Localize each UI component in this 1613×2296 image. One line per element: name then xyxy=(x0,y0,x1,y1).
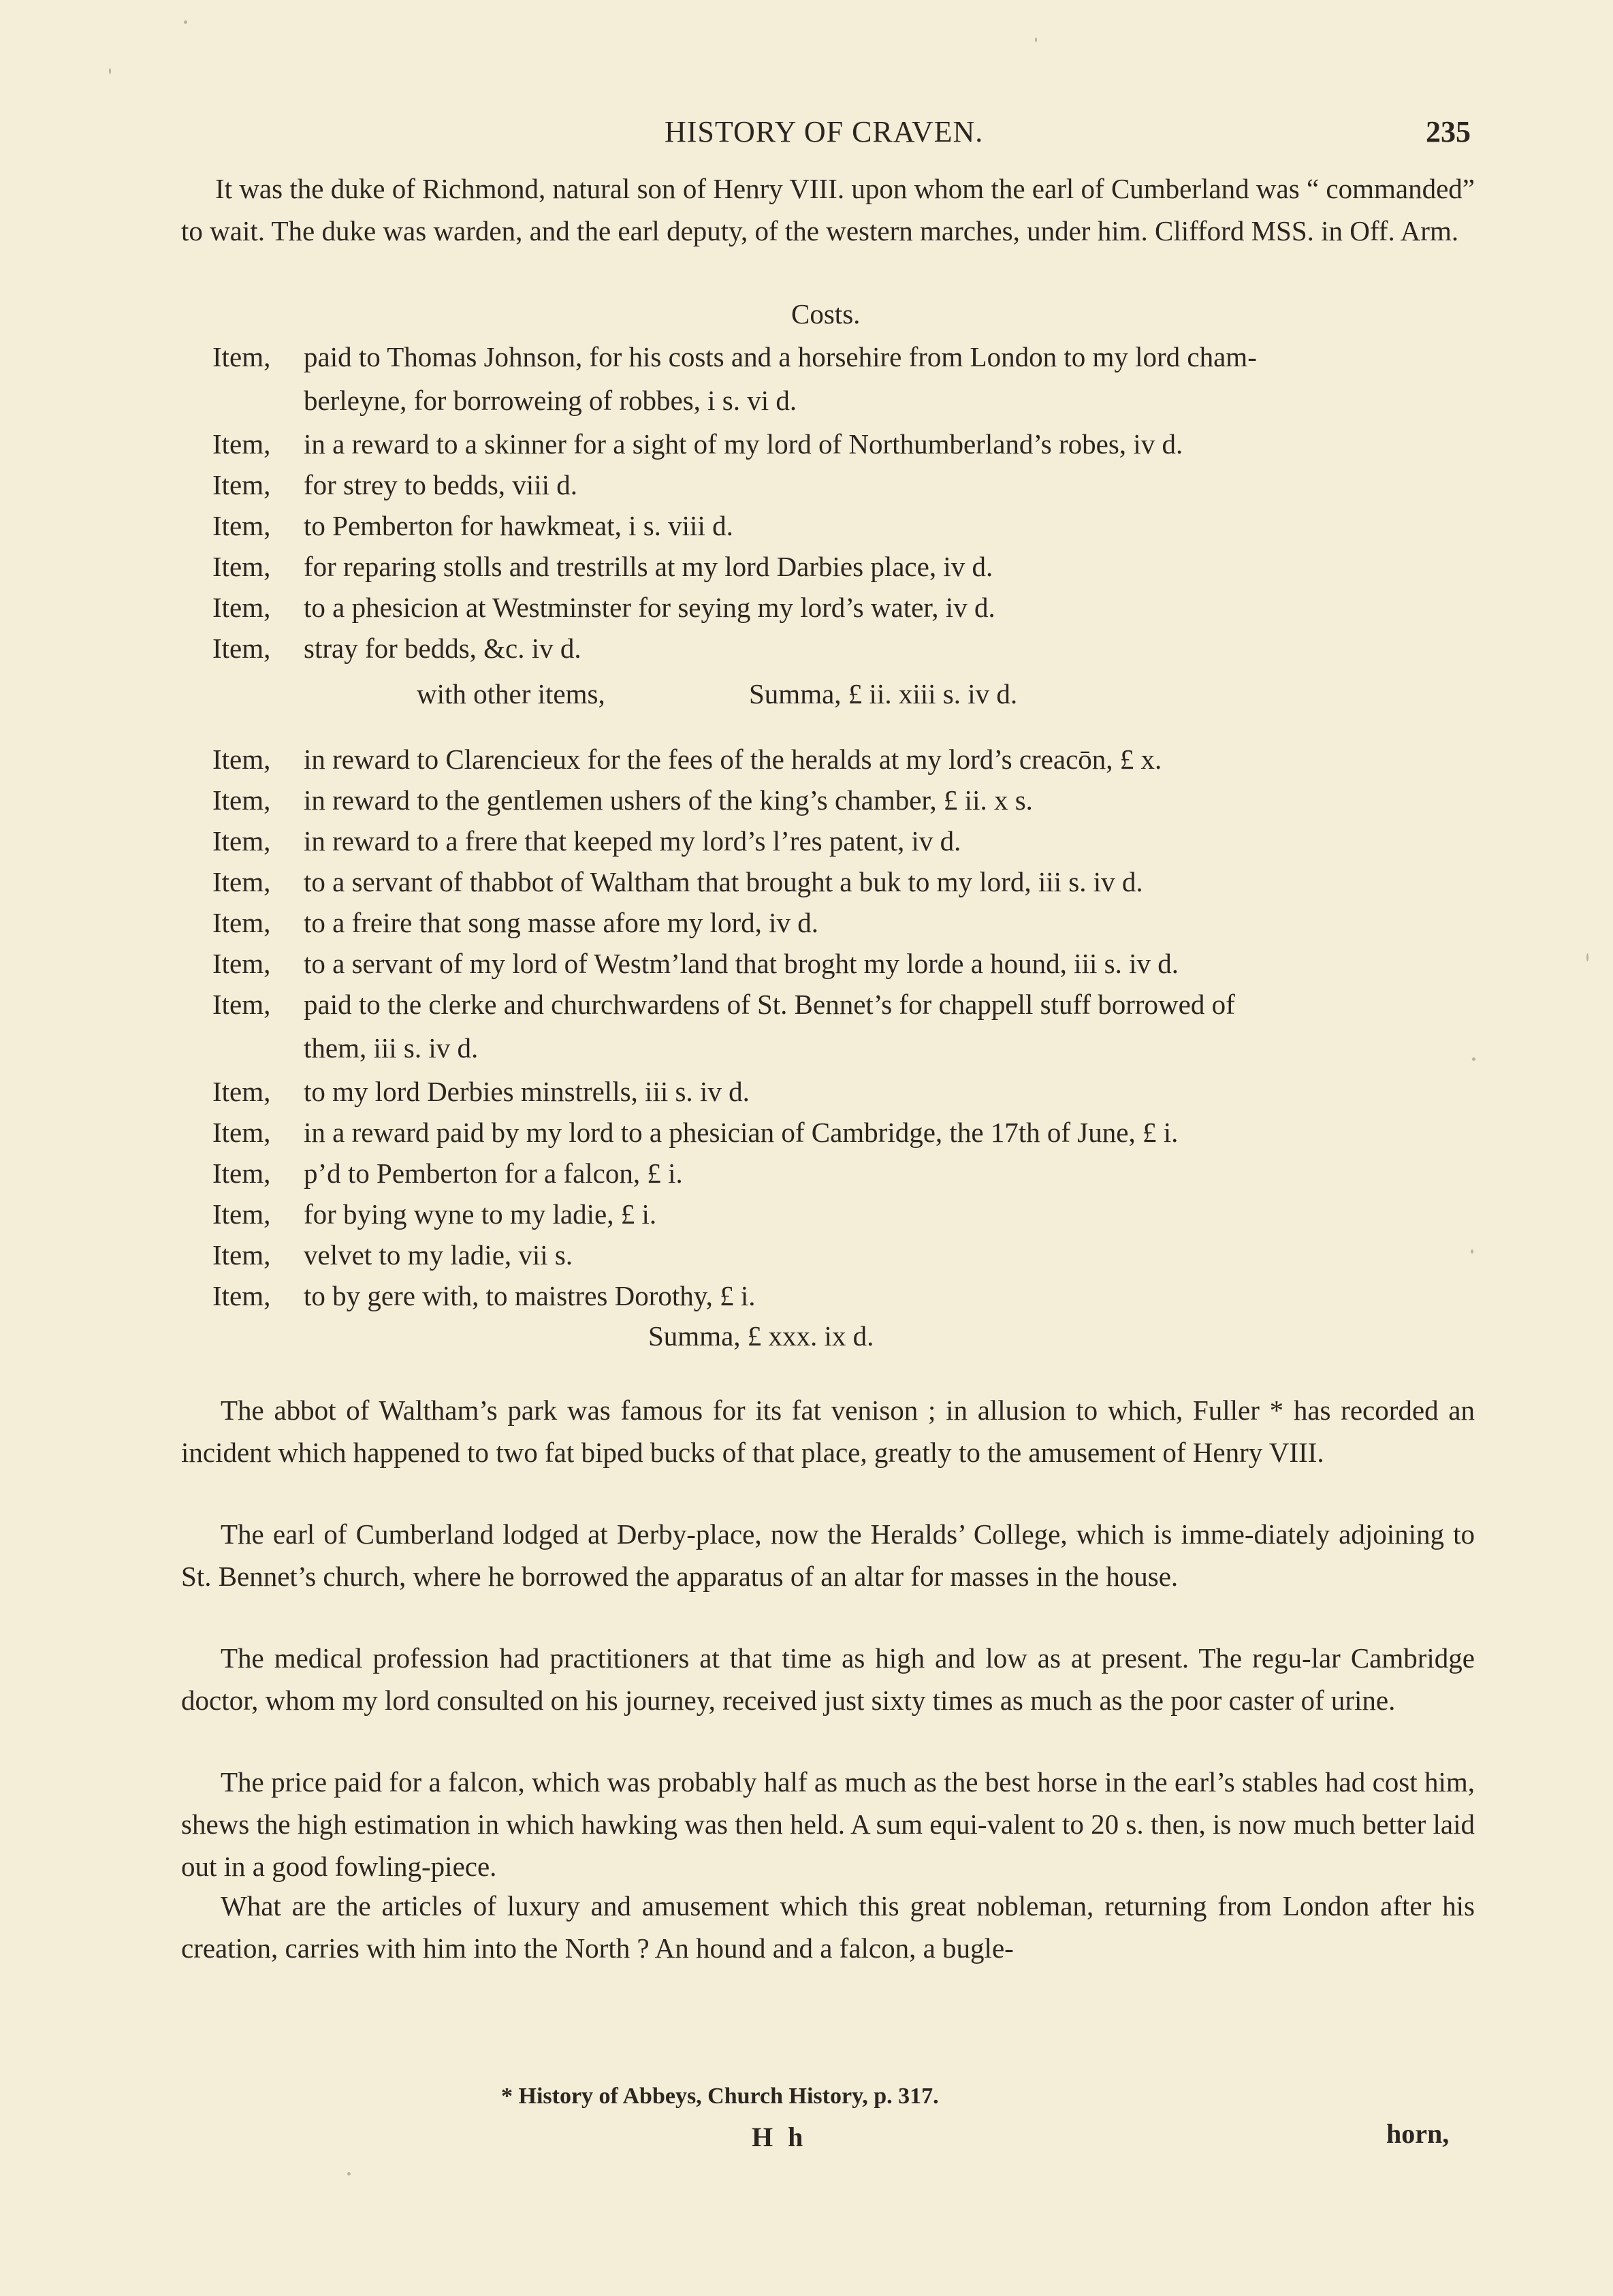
cost-item xyxy=(212,901,1492,944)
cost-item xyxy=(212,778,1492,822)
item-label: Item, xyxy=(212,1239,271,1271)
item-text: to Pemberton for hawkmeat, i s. viii d. xyxy=(304,510,733,541)
item-text: to my lord Derbies minstrells, iii s. iv d. xyxy=(304,1076,750,1107)
paper-speck xyxy=(184,20,187,24)
summa-total-2: Summa, £ xxx. ix d. xyxy=(648,1320,874,1352)
item-label: Item, xyxy=(212,1280,271,1311)
item-text: velvet to my ladie, vii s. xyxy=(304,1239,573,1271)
cost-item xyxy=(212,819,1492,863)
cost-item xyxy=(212,1070,1492,1113)
item-label: Item, xyxy=(212,784,271,816)
paper-speck xyxy=(1471,1249,1473,1254)
item-label: Item, xyxy=(212,1117,271,1148)
paragraph-medical: The medical profession had practitioners at that time as high and low as at present. The regu-lar Cambridge doctor, whom my lord consulted on his journey, received just sixty times as much as the poor caster of urine. xyxy=(181,1642,1475,1716)
paper-speck xyxy=(347,2172,351,2175)
paragraph-derby-place: The earl of Cumberland lodged at Derby-place, now the Heralds’ College, which is imme-diately adjoining to St. Bennet’s church, where he borrowed the apparatus of an altar for masses in the house. xyxy=(181,1518,1475,1592)
item-label: Item, xyxy=(212,1198,271,1230)
page-header xyxy=(136,114,1471,162)
costs-heading: Costs. xyxy=(791,298,861,330)
cost-item xyxy=(212,463,1492,507)
paper-speck xyxy=(1472,1057,1475,1061)
item-text: paid to the clerke and churchwardens of St. Bennet’s for chappell stuff borrowed of xyxy=(304,989,1235,1020)
item-text: to a servant of thabbot of Waltham that brought a buk to my lord, iii s. iv d. xyxy=(304,866,1143,897)
summa-prefix: with other items, xyxy=(417,678,605,709)
cost-item xyxy=(212,1151,1492,1195)
item-text: p’d to Pemberton for a falcon, £ i. xyxy=(304,1158,683,1189)
item-label: Item, xyxy=(212,510,271,541)
cost-item xyxy=(212,983,1492,1070)
cost-item xyxy=(212,545,1492,588)
item-label: Item, xyxy=(212,341,271,372)
cost-item xyxy=(212,335,1492,422)
item-text: to by gere with, to maistres Dorothy, £ i. xyxy=(304,1280,756,1311)
cost-item xyxy=(212,1274,1492,1318)
cost-item xyxy=(212,1233,1492,1277)
paper-speck xyxy=(109,68,111,74)
paragraph-falcon: The price paid for a falcon, which was probably half as much as the best horse in the earl’s stables had cost him, shews the high estimation in which hawking was then held. A sum equi-valent to 20 s. then, is now much better laid out in a good fowling-piece. xyxy=(181,1766,1475,1882)
item-text: for bying wyne to my ladie, £ i. xyxy=(304,1198,657,1230)
item-label: Item, xyxy=(212,744,271,775)
item-label: Item, xyxy=(212,825,271,857)
footnote: * History of Abbeys, Church History, p. 317. xyxy=(501,2084,939,2109)
item-label: Item, xyxy=(212,866,271,897)
item-text: to a phesicion at Westminster for seying my lord’s water, iv d. xyxy=(304,592,995,623)
item-text: in reward to the gentlemen ushers of the king’s chamber, £ ii. x s. xyxy=(304,784,1033,816)
cost-item xyxy=(212,504,1492,547)
cost-item xyxy=(212,586,1492,629)
item-text: for reparing stolls and trestrills at my lord Darbies place, iv d. xyxy=(304,551,993,582)
item-label: Item, xyxy=(212,428,271,460)
cost-item xyxy=(212,942,1492,985)
item-text: in a reward paid by my lord to a phesician of Cambridge, the 17th of June, £ i. xyxy=(304,1117,1179,1148)
paragraph-waltham: The abbot of Waltham’s park was famous for its fat venison ; in allusion to which, Fuller * has recorded an incident which happened to two fat biped bucks of that place, greatly to the amusement of Henry VIII. xyxy=(181,1394,1475,1468)
cost-item xyxy=(212,1192,1492,1236)
item-label: Item, xyxy=(212,551,271,582)
item-label: Item, xyxy=(212,948,271,979)
paper-speck xyxy=(1035,37,1037,42)
item-text: in reward to Clarencieux for the fees of the heralds at my lord’s creacōn, £ x. xyxy=(304,744,1162,775)
item-label: Item, xyxy=(212,907,271,938)
item-label: Item, xyxy=(212,633,271,664)
item-text-continuation: them, iii s. iv d. xyxy=(304,1032,479,1064)
cost-item xyxy=(212,422,1492,466)
item-text: for strey to bedds, viii d. xyxy=(304,469,577,500)
cost-item xyxy=(212,1111,1492,1154)
intro-paragraph: It was the duke of Richmond, natural son of Henry VIII. upon whom the earl of Cumberland was “ commanded” to wait. The duke was warden, and the earl deputy, of the western marches, under him. Clifford MSS. in Off. Arm. xyxy=(181,173,1475,246)
cost-item xyxy=(212,737,1492,781)
item-text: to a servant of my lord of Westm’land that broght my lorde a hound, iii s. iv d. xyxy=(304,948,1179,979)
cost-item xyxy=(212,860,1492,904)
item-label: Item, xyxy=(212,469,271,500)
cost-item xyxy=(212,626,1492,670)
item-label: Item, xyxy=(212,1076,271,1107)
item-text: to a freire that song masse afore my lord, iv d. xyxy=(304,907,818,938)
item-text: in reward to a frere that keeped my lord’s l’res patent, iv d. xyxy=(304,825,961,857)
item-label: Item, xyxy=(212,592,271,623)
summa-total: Summa, £ ii. xiii s. iv d. xyxy=(749,678,1018,709)
item-label: Item, xyxy=(212,1158,271,1189)
catchword: horn, xyxy=(1386,2118,1450,2149)
item-label: Item, xyxy=(212,989,271,1020)
paper-speck xyxy=(1586,953,1588,961)
item-text: stray for bedds, &c. iv d. xyxy=(304,633,581,664)
paragraph-luxury: What are the articles of luxury and amusement which this great nobleman, returning from London after his creation, carries with him into the North ? An hound and a falcon, a bugle- xyxy=(181,1890,1475,1964)
item-text-continuation: berleyne, for borroweing of robbes, i s. vi d. xyxy=(304,385,797,416)
running-title: HISTORY OF CRAVEN. xyxy=(665,115,984,148)
signature-mark: H h xyxy=(752,2122,808,2152)
item-text: in a reward to a skinner for a sight of my lord of Northumberland’s robes, iv d. xyxy=(304,428,1183,460)
item-text: paid to Thomas Johnson, for his costs and a horsehire from London to my lord cham- xyxy=(304,341,1257,372)
page-number: 235 xyxy=(1426,115,1471,148)
